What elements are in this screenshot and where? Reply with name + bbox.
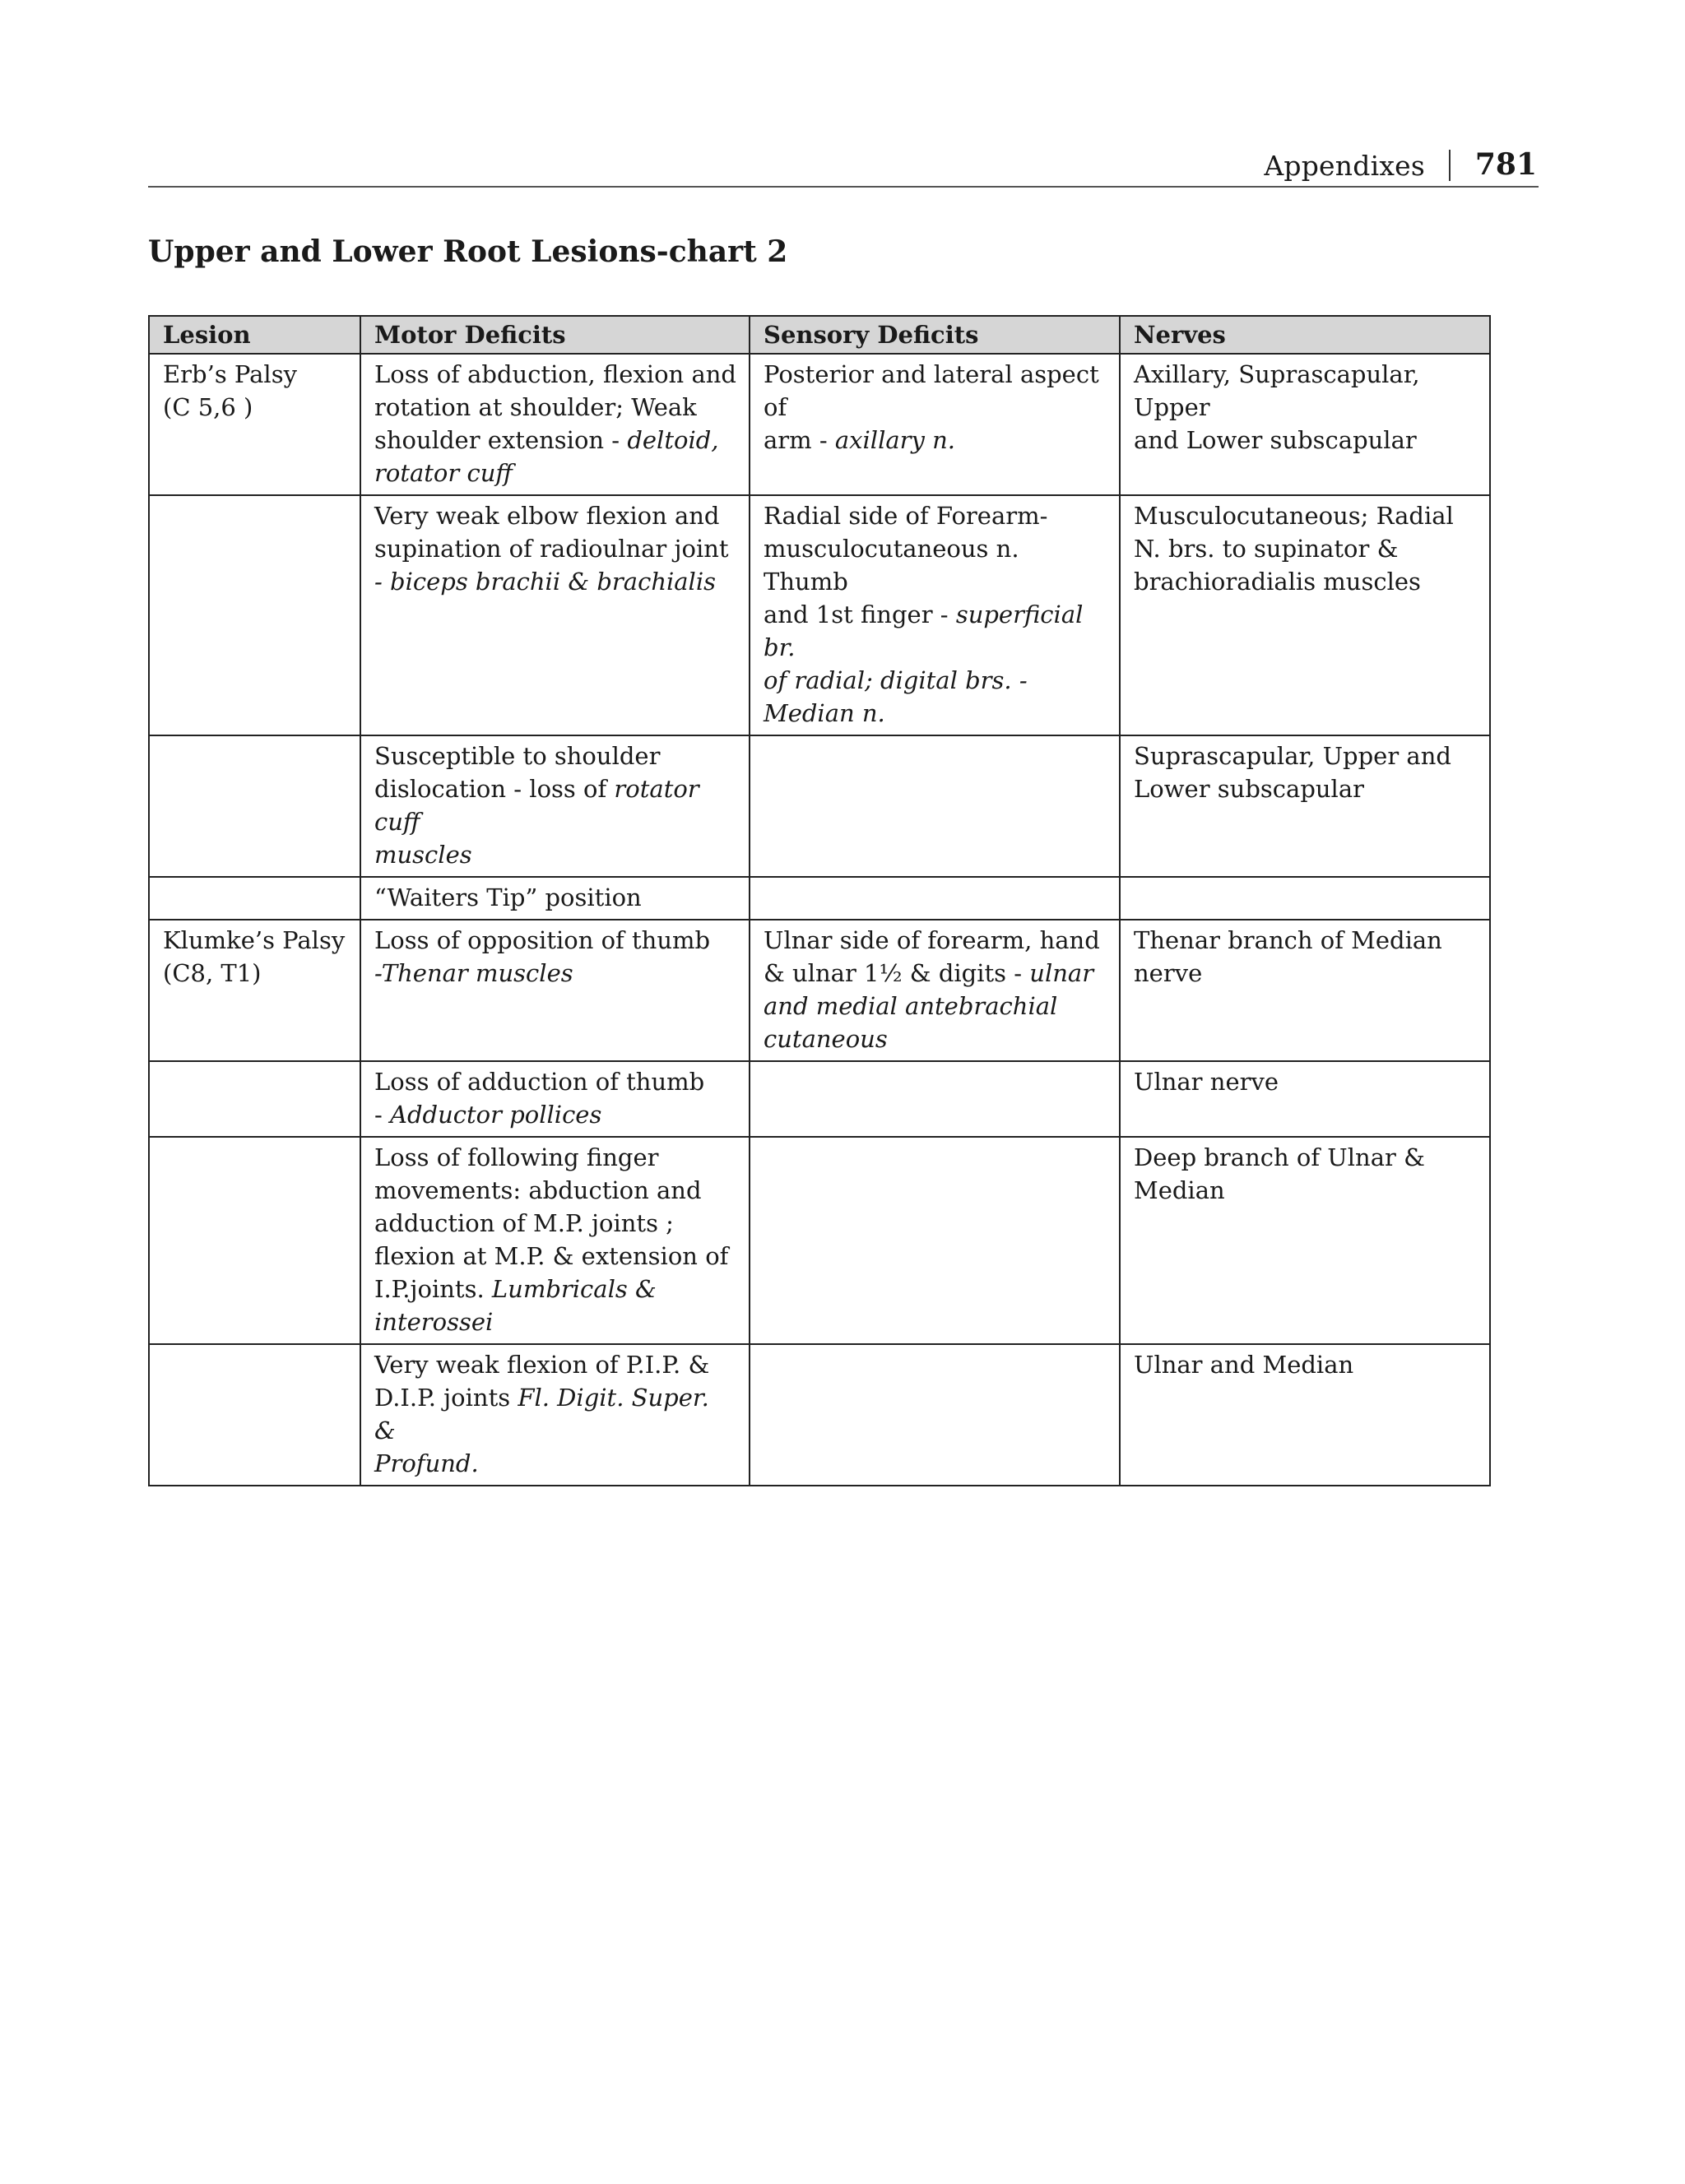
cell-line: Thenar branch of Median [1134, 926, 1442, 954]
cell-italic-text: and medial antebrachial [764, 992, 1058, 1020]
cell-line [764, 358, 1107, 424]
cell-text: Very weak elbow flexion and [374, 502, 720, 530]
cell-italic-text: axillary n. [834, 426, 956, 454]
cell-italic-text: of radial; digital brs. - Median n. [764, 666, 1028, 727]
lesion-cell [149, 1137, 360, 1344]
cell-italic-text: Profund. [374, 1449, 479, 1477]
cell-italic-text: muscles [374, 841, 472, 869]
cell-line [374, 565, 737, 598]
cell-line [374, 1273, 737, 1338]
motor-deficits-cell [360, 1137, 750, 1344]
page-title: Upper and Lower Root Lesions-chart 2 [148, 234, 788, 269]
cell-text: Posterior and lateral aspect of [764, 360, 1099, 421]
table-row [149, 1061, 1490, 1137]
motor-deficits-cell [360, 495, 750, 735]
header-separator [1449, 150, 1451, 181]
cell-line: N. brs. to supinator & [1134, 535, 1399, 563]
section-name: Appendixes [1264, 150, 1425, 182]
cell-text: musculocutaneous n. Thumb [764, 535, 1019, 596]
cell-line [374, 924, 737, 957]
motor-deficits-cell [360, 354, 750, 495]
table-row [149, 735, 1490, 877]
cell-line [374, 1447, 737, 1480]
cell-line: Lower subscapular [1134, 775, 1364, 803]
cell-line: (C8, T1) [163, 959, 262, 987]
cell-text: Loss of adduction of thumb [374, 1068, 705, 1096]
nerves-cell [1120, 877, 1490, 920]
cell-line [374, 532, 737, 565]
lesion-cell [149, 920, 360, 1061]
cell-line [374, 1141, 737, 1174]
cell-text: flexion at M.P. & extension of [374, 1242, 729, 1270]
cell-italic-text: -Thenar muscles [374, 959, 573, 987]
cell-text: “Waiters Tip” position [374, 883, 642, 911]
lesion-cell [149, 735, 360, 877]
cell-text: Loss of following finger [374, 1143, 659, 1171]
lesion-cell [149, 495, 360, 735]
cell-line: Deep branch of Ulnar & [1134, 1143, 1425, 1171]
table-body [149, 354, 1490, 1486]
sensory-deficits-cell [750, 354, 1120, 495]
cell-line [764, 1022, 1107, 1055]
cell-text: shoulder extension - [374, 426, 628, 454]
cell-text: and 1st finger - [764, 600, 956, 628]
cell-text: & ulnar 1½ & digits - [764, 959, 1030, 987]
cell-line [374, 772, 737, 838]
cell-text: - [374, 1101, 391, 1129]
page-number: 781 [1474, 147, 1537, 182]
nerves-cell [1120, 920, 1490, 1061]
nerves-cell [1120, 1061, 1490, 1137]
cell-line [764, 924, 1107, 957]
motor-deficits-cell [360, 1061, 750, 1137]
cell-text: arm - [764, 426, 835, 454]
cell-line [374, 391, 737, 424]
cell-text: supination of radioulnar joint [374, 535, 729, 563]
cell-text: Loss of abduction, flexion and [374, 360, 736, 388]
cell-text: Loss of opposition of thumb [374, 926, 711, 954]
cell-line: and Lower subscapular [1134, 426, 1417, 454]
lesion-cell [149, 1061, 360, 1137]
cell-text: I.P.joints. [374, 1275, 492, 1303]
cell-line [374, 1098, 737, 1131]
cell-line: Ulnar and Median [1134, 1351, 1354, 1379]
cell-text: Very weak flexion of P.I.P. & [374, 1351, 710, 1379]
column-header-motor-deficits: Motor Deficits [360, 316, 750, 354]
table-header-row [149, 316, 1490, 354]
sensory-deficits-cell [750, 1061, 1120, 1137]
cell-line [764, 499, 1107, 532]
table-row [149, 920, 1490, 1061]
table-row [149, 354, 1490, 495]
lesion-cell [149, 1344, 360, 1486]
column-header-sensory-deficits: Sensory Deficits [750, 316, 1120, 354]
cell-italic-text: rotator cuff [374, 775, 699, 836]
cell-line: (C 5,6 ) [163, 393, 253, 421]
cell-line: brachioradialis muscles [1134, 568, 1421, 596]
cell-line [374, 1207, 737, 1240]
cell-line [764, 990, 1107, 1022]
nerves-cell [1120, 1344, 1490, 1486]
cell-line [374, 424, 737, 457]
table-row [149, 1344, 1490, 1486]
cell-line: Axillary, Suprascapular, Upper [1134, 360, 1420, 421]
cell-line [374, 358, 737, 391]
cell-text: Susceptible to shoulder [374, 742, 661, 770]
cell-line [374, 457, 737, 489]
cell-italic-text: Lumbricals & interossei [374, 1275, 657, 1336]
cell-line [374, 881, 737, 914]
cell-italic-text: ulnar [1029, 959, 1094, 987]
nerves-cell [1120, 495, 1490, 735]
cell-italic-text: rotator cuff [374, 459, 513, 487]
cell-line [374, 1065, 737, 1098]
cell-line [764, 664, 1107, 730]
cell-italic-text: - biceps brachii & brachialis [374, 568, 716, 596]
cell-italic-text: cutaneous [764, 1025, 888, 1053]
column-header-nerves: Nerves [1120, 316, 1490, 354]
motor-deficits-cell [360, 735, 750, 877]
nerves-cell [1120, 354, 1490, 495]
cell-line: Median [1134, 1176, 1225, 1204]
running-header [148, 145, 1539, 188]
lesion-cell [149, 354, 360, 495]
cell-line [374, 499, 737, 532]
cell-italic-text: Adductor pollices [390, 1101, 602, 1129]
cell-text: D.I.P. joints [374, 1384, 518, 1412]
cell-line: nerve [1134, 959, 1203, 987]
cell-line: Klumke’s Palsy [163, 926, 346, 954]
sensory-deficits-cell [750, 920, 1120, 1061]
cell-line [374, 1240, 737, 1273]
motor-deficits-cell [360, 877, 750, 920]
cell-italic-text: Fl. Digit. Super. & [374, 1384, 709, 1444]
cell-text: Ulnar side of forearm, hand [764, 926, 1100, 954]
table-row [149, 877, 1490, 920]
cell-line: Suprascapular, Upper and [1134, 742, 1451, 770]
lesion-cell [149, 877, 360, 920]
cell-text: dislocation - loss of [374, 775, 615, 803]
cell-text: rotation at shoulder; Weak [374, 393, 697, 421]
cell-line [764, 957, 1107, 990]
cell-italic-text: superficial br. [764, 600, 1084, 661]
cell-line [374, 1174, 737, 1207]
cell-line [374, 838, 737, 871]
cell-line [374, 740, 737, 772]
motor-deficits-cell [360, 920, 750, 1061]
cell-line: Musculocutaneous; Radial [1134, 502, 1454, 530]
sensory-deficits-cell [750, 735, 1120, 877]
cell-line [374, 1348, 737, 1381]
cell-italic-text: deltoid, [627, 426, 719, 454]
cell-line [764, 532, 1107, 598]
nerves-cell [1120, 735, 1490, 877]
table-row [149, 495, 1490, 735]
nerves-cell [1120, 1137, 1490, 1344]
sensory-deficits-cell [750, 1344, 1120, 1486]
sensory-deficits-cell [750, 877, 1120, 920]
cell-line: Ulnar nerve [1134, 1068, 1279, 1096]
cell-text: Radial side of Forearm- [764, 502, 1048, 530]
table-row [149, 1137, 1490, 1344]
motor-deficits-cell [360, 1344, 750, 1486]
cell-line [374, 957, 737, 990]
cell-line [764, 424, 1107, 457]
cell-line [764, 598, 1107, 664]
sensory-deficits-cell [750, 495, 1120, 735]
cell-line: Erb’s Palsy [163, 360, 297, 388]
sensory-deficits-cell [750, 1137, 1120, 1344]
cell-line [374, 1381, 737, 1447]
cell-text: movements: abduction and [374, 1176, 702, 1204]
cell-text: adduction of M.P. joints ; [374, 1209, 674, 1237]
lesions-table [148, 315, 1491, 1486]
column-header-lesion: Lesion [149, 316, 360, 354]
